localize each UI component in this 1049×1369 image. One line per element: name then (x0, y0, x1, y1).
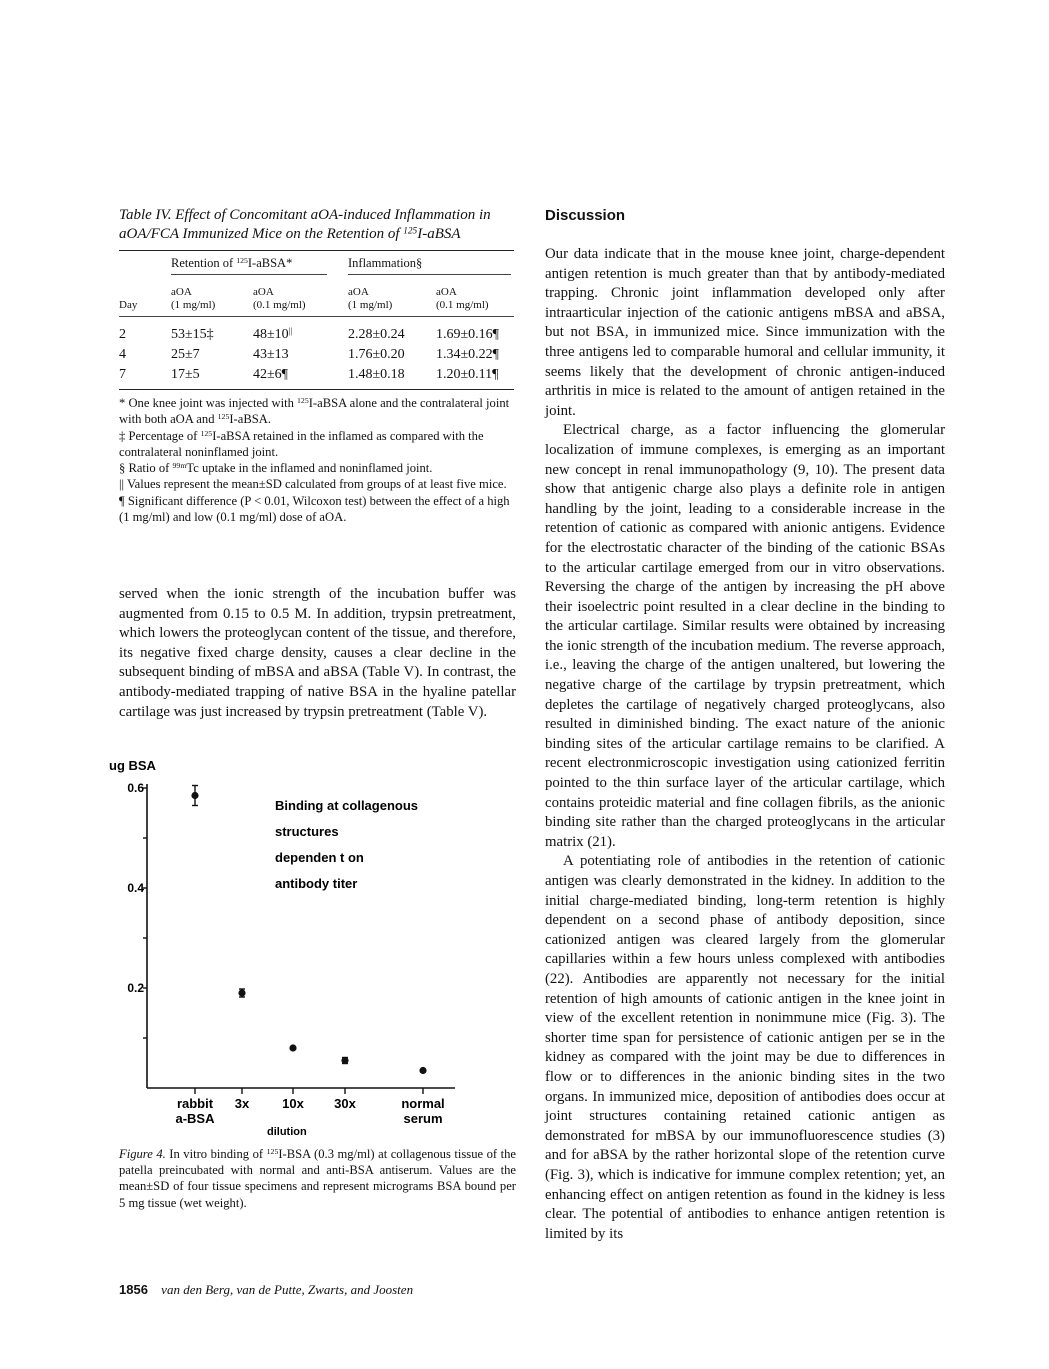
col3-line1: aOA (348, 286, 369, 298)
group-retention-pre: Retention of (171, 256, 237, 270)
footnote-4: || Values represent the mean±SD calculated from groups of at least five mice. (119, 477, 507, 492)
page-footer (119, 1282, 413, 1298)
cell-inflammation-high: 2.28±0.24 (348, 327, 405, 342)
discussion-paragraph-1: Our data indicate that in the mouse knee joint, charge-dependent antigen retention is much greater than that by antibody-mediated trapping. Chronic joint inflammation developed only after intraarticular injection of the cationic antigens mBSA and aBSA, but not BSA, in immunized mice. Since immunization with the three antigens led to comparable humoral and cellular immunity, it seems likely that the development of chronic antigen-induced arthritis in mice is related to the amount of antigen retained in the joint. (545, 246, 945, 419)
x-tick-label: 30x (334, 1096, 356, 1111)
col-header-day: Day (119, 299, 138, 311)
col1-line1: aOA (171, 286, 192, 298)
data-point (191, 792, 198, 799)
figure-4-chart (105, 750, 525, 1150)
x-tick-label: 3x (234, 1096, 250, 1111)
footer-authors: van den Berg, van de Putte, Zwarts, and Joosten (161, 1282, 414, 1297)
col2-line2: (0.1 mg/ml) (253, 299, 306, 311)
cell-retention-low (253, 317, 348, 344)
cell-inflammation-high: 1.48±0.18 (348, 367, 405, 382)
y-tick-label: 0.2 (127, 981, 144, 995)
figure-caption (119, 1146, 516, 1211)
data-point (419, 1067, 426, 1074)
discussion-paragraph-2: Electrical charge, as a factor influencing the glomerular localization of immune complexes, is emerging as an important new concept in renal immunopathology (9, 10). The present data show that antigenic charge also plays a definite role in antigen handling by the joint, leading to a considerable increase in the retention of cationic as compared with anionic antigens. Evidence for the electrostatic character of the binding of the cationic BSAs to the articular cartilage emerged from our in vitro observations. Reversing the charge of the antigen by increasing the pH above their isoelectric point resulted in a clear decline in the binding to the articular cartilage. Similar results were obtained by increasing the ionic strength of the incubation medium. The reverse approach, i.e., leaving the charge of the antigen unaltered, but lowering the negative charge of the cartilage by trypsin pretreatment, which depletes the cartilage of negatively charged proteoglycans, also resulted in diminished binding. The exact nature of the anionic binding sites of the articular cartilage remains to be clarified. A recent electronmicroscopic investigation using cationized ferritin pointed to the thin surface layer of the articular cartilage, which contains proteidic material and fine collagen fibrils, as the anionic binding site rather than the charged proteoglycans in the articular matrix (21). (545, 422, 945, 850)
annotation-line-4: antibody titer (275, 876, 358, 891)
cell-inflammation-low: 1.20±0.11¶ (436, 367, 499, 382)
figure-caption-label: Figure 4. (119, 1147, 166, 1161)
footnote-3: § Ratio of $^{99m}$Tc uptake in the inflamed and noninflamed joint. (119, 461, 433, 476)
cell-inflammation-high: 1.76±0.20 (348, 347, 405, 362)
figure-caption-text-a: In vitro binding of (165, 1147, 267, 1161)
cell-retention-high: 53±15‡ (171, 327, 214, 342)
col3-line2: (1 mg/ml) (348, 299, 393, 311)
col-header-2 (253, 278, 348, 317)
col4-line1: aOA (436, 286, 457, 298)
group-inflammation-label: Inflammation§ (348, 256, 511, 275)
x-tick-label: rabbit a-BSA (175, 1096, 215, 1126)
data-point (341, 1057, 348, 1064)
discussion-paragraph-3: A potentiating role of antibodies in the retention of cationic antigen was clearly demonstrated in the kidney. In addition to the initial charge-mediated binding, long-term retention is highly dependent on a second phase of antibody deposition, since cationized antigen was cleared largely from the glomerular capillaries within a few hours unless complexed with antibodies (22). Antibodies are apparently not necessary for the initial retention of high amounts of cationic antigen in the knee joint in view of the excellent retention in nonimmune mice (Fig. 3). The shorter time span for persistence of cationic antigen per se in the kidney as compared with the joint may be due to differences in flow or to differences in the anionic binding sites in the two organs. In immunized mice, deposition of antibodies does occur at joint structures containing retained cationic antigen as demonstrated for mBSA by our immunofluorescence studies (3) and for aBSA by the rather horizontal slope of the retention curve (Fig. 3), which is indicative for immune complex retention; yet, an enhancing effect on antigen retention as found in the kidney is less clear. The potential of antibodies to enhance antigen retention is limited by its (545, 853, 945, 1242)
x-tick-label: 10x (282, 1096, 304, 1111)
cell-retention-low: 42±6¶ (253, 367, 289, 382)
annotation-line-3: dependen t on (275, 850, 364, 865)
group-header-inflammation (348, 251, 514, 279)
col-header-4 (436, 278, 514, 317)
discussion-heading: Discussion (545, 207, 626, 224)
data-point (238, 989, 245, 996)
col2-line1: aOA (253, 286, 274, 298)
cell-retention-low-value: 48±10 (253, 327, 289, 342)
group-retention-post: I-aBSA* (247, 256, 293, 270)
table-row (119, 317, 514, 344)
figure-caption-isotope: 125 (266, 1147, 279, 1157)
table-footnotes (119, 395, 514, 525)
annotation-line-1: Binding at collagenous (275, 798, 419, 813)
col-header-3 (348, 278, 436, 317)
data-point (289, 1044, 296, 1051)
table-iv (119, 250, 514, 390)
footnote-1: * One knee joint was injected with $^{125}$I-aBSA alone and the contralateral joint with both aOA and $^{125}$I-aBSA. (119, 396, 510, 427)
col1-line2: (1 mg/ml) (171, 299, 216, 311)
footnote-2: ‡ Percentage of $^{125}$I-aBSA retained in the inflamed as compared with the contralateral noninflamed joint. (119, 428, 484, 459)
cell-retention-low: 43±13 (253, 347, 289, 362)
cell-retention-high: 25±7 (171, 347, 200, 362)
table-row (119, 343, 514, 363)
y-axis-unit-label: ug BSA (109, 758, 156, 773)
cell-day: 2 (119, 327, 126, 342)
footnote-5: ¶ Significant difference (P < 0.01, Wilcoxon test) between the effect of a high (1 mg/ml) and low (0.1 mg/ml) dose of aOA. (119, 493, 510, 525)
cell-day: 4 (119, 347, 126, 362)
discussion-text (545, 245, 945, 1244)
y-tick-label: 0.6 (127, 781, 144, 795)
table-caption-line1: Table IV. Effect of Concomitant aOA-induced Inflammation in (119, 207, 491, 223)
y-tick-label: 0.4 (127, 881, 144, 895)
body-paragraph: served when the ionic strength of the incubation buffer was augmented from 0.15 to 0.5 M. In addition, trypsin pretreatment, which lowers the proteoglycan content of the tissue, and therefore, its negative fixed charge density, causes a clear decline in the subsequent binding of mBSA and aBSA (Table V). In contrast, the antibody-mediated trapping of native BSA in the hyaline patellar cartilage was just increased by trypsin pretreatment (Table V). (119, 586, 516, 720)
cell-retention-low-mark: || (288, 325, 293, 336)
page-number: 1856 (119, 1282, 148, 1297)
col4-line2: (0.1 mg/ml) (436, 299, 489, 311)
group-header-retention (171, 251, 348, 279)
cell-retention-high: 17±5 (171, 367, 200, 382)
table-row (119, 363, 514, 390)
table-caption (119, 206, 509, 244)
cell-inflammation-low: 1.69±0.16¶ (436, 327, 500, 342)
table-caption-end: I-aBSA (417, 226, 461, 242)
figure-4 (105, 750, 525, 1150)
col-header-1 (171, 278, 253, 317)
annotation-line-2: structures (275, 824, 339, 839)
group-retention-sup: 125 (236, 256, 248, 266)
left-column-text (119, 585, 516, 722)
x-tick-label: normal serum (401, 1096, 445, 1126)
x-axis-dilution-label: dilution (267, 1126, 307, 1138)
table-caption-isotope: 125 (403, 226, 418, 237)
figure-caption-text-b: I-BSA (0.3 mg/ml) at collagenous tissue of the patella preincubated with normal and anti-BSA antiserum. Values are the mean±SD of four tissue specimens and represent micrograms BSA bound per 5 mg tissue (wet weight). (119, 1147, 516, 1210)
cell-inflammation-low: 1.34±0.22¶ (436, 347, 500, 362)
cell-day: 7 (119, 367, 126, 382)
table-caption-line2: aOA/FCA Immunized Mice on the Retention of (119, 226, 404, 242)
